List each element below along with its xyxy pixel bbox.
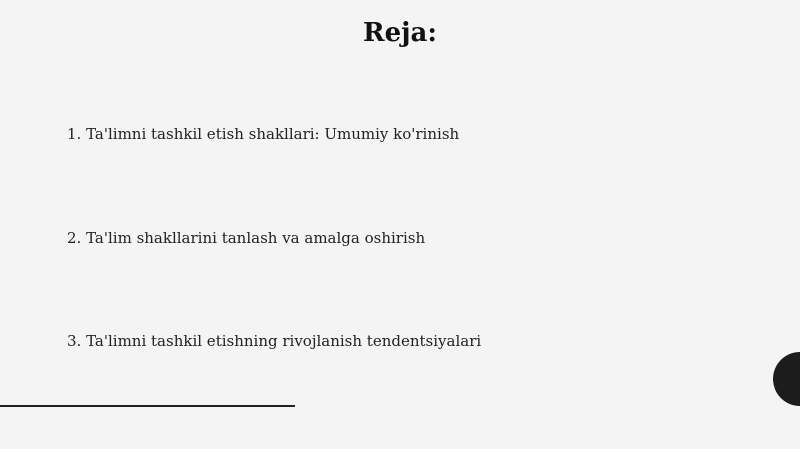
decorative-circle [773,352,800,406]
agenda-item-1: 1. Ta'limni tashkil etish shakllari: Umumiy ko'rinish [67,125,460,143]
slide-title: Reja: [362,18,437,48]
agenda-item-3: 3. Ta'limni tashkil etishning rivojlanish tendentsiyalari [67,332,482,350]
agenda-item-2: 2. Ta'lim shakllarini tanlash va amalga oshirish [67,229,426,247]
decorative-divider-line [0,405,295,407]
